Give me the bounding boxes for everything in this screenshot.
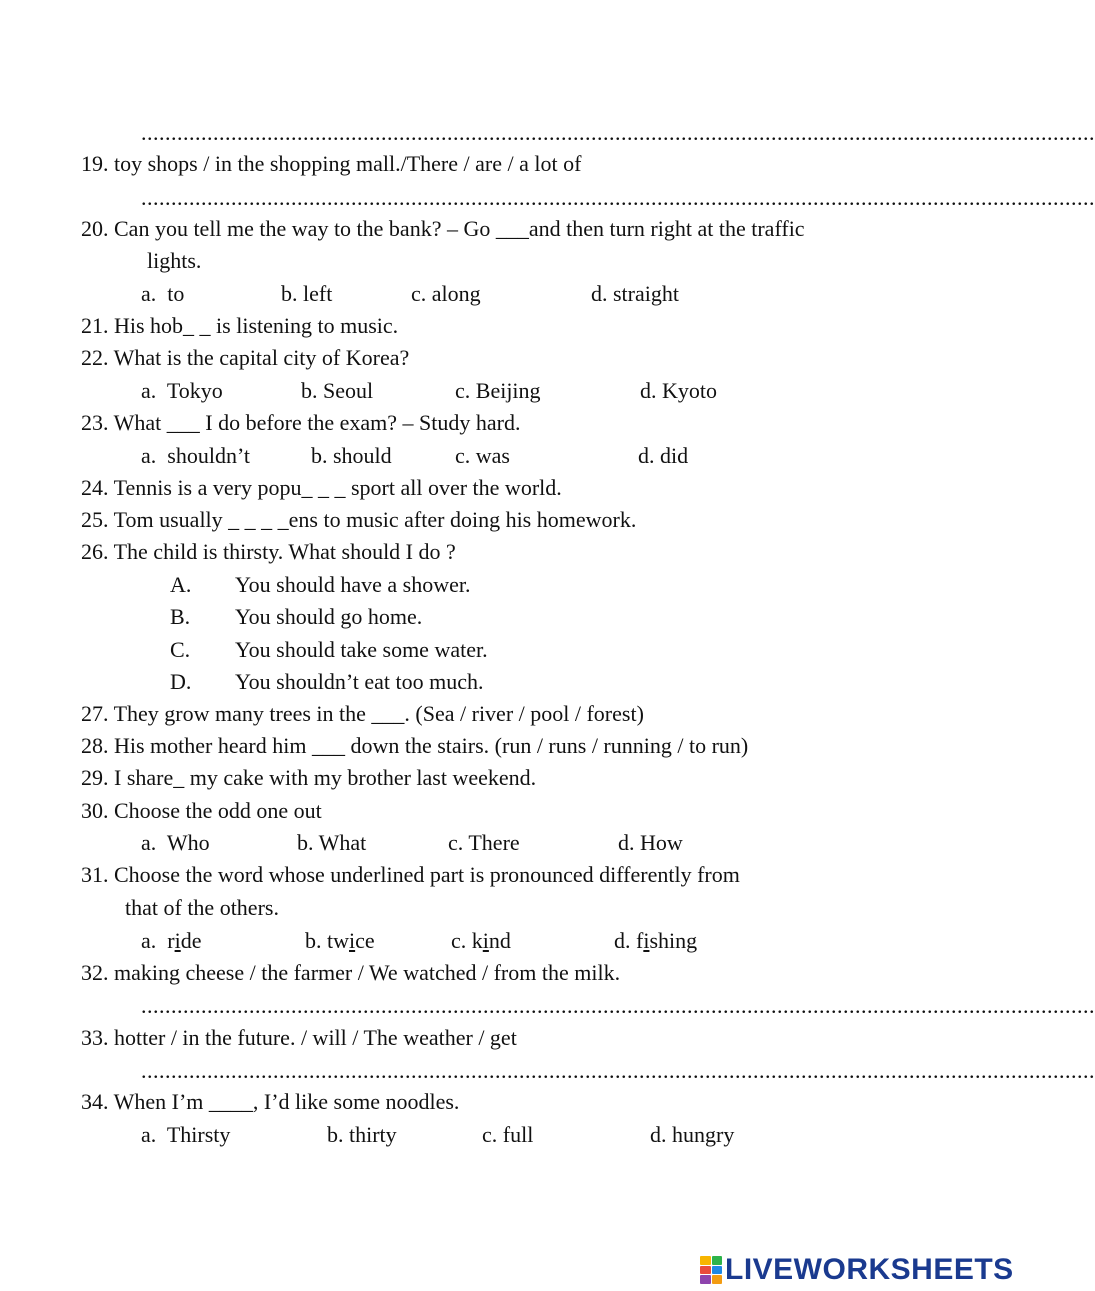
question-27: 27. They grow many trees in the ___. (Sea / river / pool / forest) [81,701,644,726]
option-text: c. k [451,928,483,953]
underlined-letter: i [349,928,356,953]
logo-block [700,1256,711,1265]
question-24: 24. Tennis is a very popu_ _ _ sport all over the world. [81,475,562,500]
question-29: 29. I share_ my cake with my brother last weekend. [81,765,537,790]
option-text: b. tw [305,928,349,953]
liveworksheets-logo-icon [700,1256,722,1284]
question-33: 33. hotter / in the future. / will / The weather / get [81,1025,517,1050]
logo-block [712,1256,723,1265]
option-text: nd [488,928,511,953]
question-19: 19. toy shops / in the shopping mall./There / are / a lot of [81,151,582,176]
question-20-continued: lights. [147,248,202,273]
logo-block [712,1266,723,1275]
option-c[interactable]: c. along [411,281,481,306]
option-b[interactable] [305,928,375,954]
option-a[interactable]: a. shouldn’t [141,443,250,468]
option-d[interactable]: d. straight [591,281,679,306]
question-25: 25. Tom usually _ _ _ _ens to music after doing his homework. [81,507,637,532]
question-32: 32. making cheese / the farmer / We watched / from the milk. [81,960,621,985]
question-31: 31. Choose the word whose underlined part is pronounced differently from [81,862,740,887]
question-22: 22. What is the capital city of Korea? [81,345,410,370]
question-21: 21. His hob_ _ is listening to music. [81,313,399,338]
option-c-letter: C. [170,637,191,662]
logo-block [700,1266,711,1275]
option-b[interactable]: b. What [297,830,367,855]
question-28: 28. His mother heard him ___ down the stairs. (run / runs / running / to run) [81,733,749,758]
option-d[interactable]: d. How [618,830,683,855]
option-d[interactable]: d. did [638,443,689,468]
option-b[interactable]: You should go home. [235,604,423,629]
option-d[interactable]: d. Kyoto [640,378,717,403]
option-b[interactable]: b. Seoul [301,378,374,403]
logo-block [712,1275,723,1284]
option-text: ce [355,928,375,953]
question-34: 34. When I’m ____, I’d like some noodles. [81,1089,460,1114]
answer-line[interactable]: ............................................................................................................................................................... [141,120,1095,145]
option-a[interactable]: You should have a shower. [235,572,471,597]
option-c[interactable] [451,928,511,954]
option-b[interactable]: b. thirty [327,1122,397,1147]
option-a[interactable]: a. to [141,281,185,306]
option-a[interactable]: a. Thirsty [141,1122,231,1147]
option-text: shing [649,928,698,953]
option-b[interactable]: b. left [281,281,333,306]
question-30: 30. Choose the odd one out [81,798,322,823]
option-d[interactable]: d. hungry [650,1122,735,1147]
underlined-letter: i [643,928,650,953]
option-text: d. f [614,928,644,953]
option-a-letter: A. [170,572,192,597]
question-31-continued: that of the others. [125,895,279,920]
option-a[interactable] [141,928,201,954]
question-26: 26. The child is thirsty. What should I do ? [81,539,456,564]
option-b-letter: B. [170,604,191,629]
underlined-letter: i [482,928,489,953]
answer-line[interactable]: ............................................................................................................................................................... [141,1058,1095,1083]
option-d[interactable]: You shouldn’t eat too much. [235,669,484,694]
option-c[interactable]: c. full [482,1122,534,1147]
option-a[interactable]: a. Who [141,830,210,855]
option-c[interactable]: c. was [455,443,510,468]
liveworksheets-logo [700,1253,1014,1287]
option-text: a. r [141,928,175,953]
logo-text: LIVEWORKSHEETS [725,1253,1014,1286]
answer-line[interactable]: ............................................................................................................................................................... [141,185,1095,210]
option-c[interactable]: c. There [448,830,520,855]
answer-line[interactable]: ............................................................................................................................................................... [141,993,1095,1018]
option-c[interactable]: You should take some water. [235,637,488,662]
option-c[interactable]: c. Beijing [455,378,541,403]
option-d[interactable] [614,928,697,954]
question-23: 23. What ___ I do before the exam? – Study hard. [81,410,521,435]
logo-block [700,1275,711,1284]
underlined-letter: i [174,928,181,953]
option-a[interactable]: a. Tokyo [141,378,223,403]
option-d-letter: D. [170,669,192,694]
option-b[interactable]: b. should [311,443,392,468]
question-20: 20. Can you tell me the way to the bank? – Go ___and then turn right at the traffic [81,216,805,241]
option-text: de [180,928,202,953]
